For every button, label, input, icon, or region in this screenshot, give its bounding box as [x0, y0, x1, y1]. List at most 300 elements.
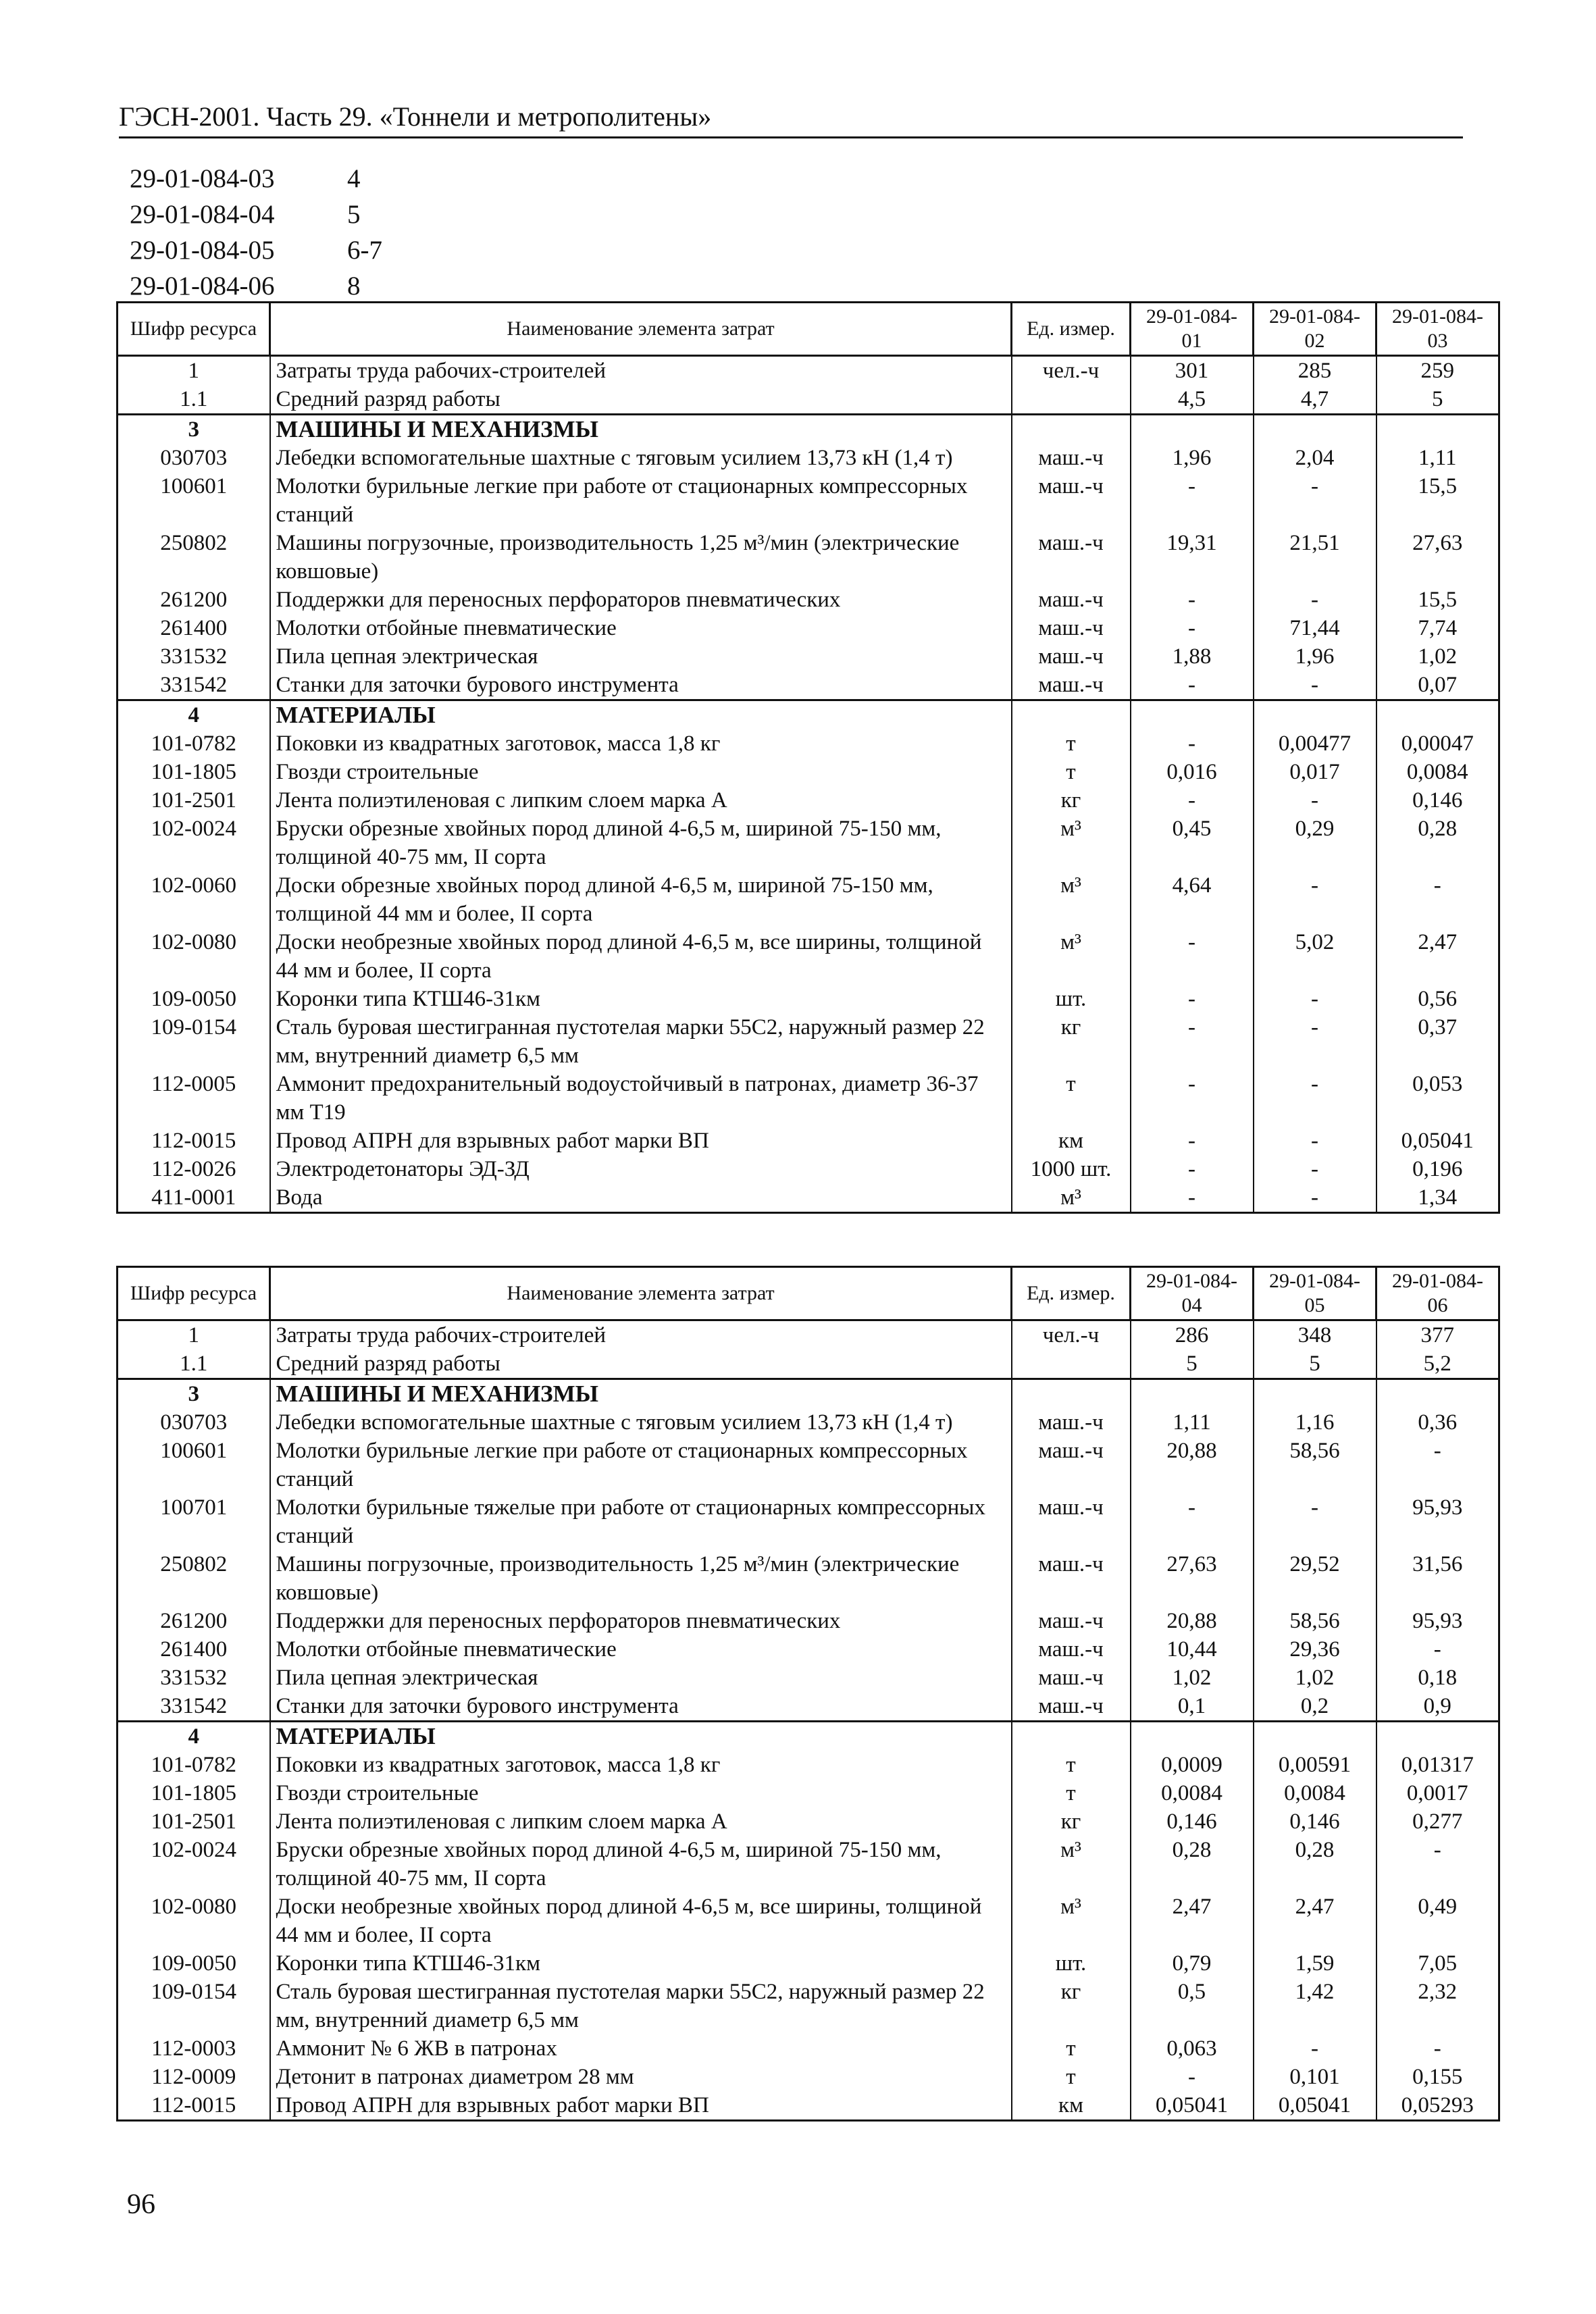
resource-unit: кг [1012, 1807, 1131, 1836]
resource-value: 0,28 [1254, 1836, 1376, 1893]
resource-value [1131, 700, 1254, 730]
resource-value: 0,00047 [1376, 729, 1499, 758]
resource-code: 331542 [118, 671, 270, 700]
resource-name: Поддержки для переносных перфораторов пневматических [270, 1607, 1012, 1635]
resource-value: 20,88 [1131, 1607, 1254, 1635]
resource-name: Гвозди строительные [270, 758, 1012, 786]
table-row [118, 1408, 1499, 1437]
resource-value [1376, 1722, 1499, 1751]
resource-value: 0,5 [1131, 1978, 1254, 2034]
resource-value: - [1254, 1070, 1376, 1127]
resource-value: 0,05041 [1131, 2091, 1254, 2121]
resource-unit: т [1012, 1751, 1131, 1779]
table-row [118, 356, 1499, 386]
resource-unit [1012, 700, 1131, 730]
resource-code: 331532 [118, 642, 270, 671]
resource-code: 100701 [118, 1493, 270, 1550]
resource-code: 250802 [118, 529, 270, 586]
code-note: 5 [347, 200, 361, 229]
resource-value: 1,11 [1376, 444, 1499, 472]
resource-value: 377 [1376, 1320, 1499, 1350]
resource-value: 1,96 [1254, 642, 1376, 671]
resource-code: 250802 [118, 1550, 270, 1607]
resource-value [1254, 415, 1376, 444]
table-row [118, 1070, 1499, 1127]
resource-value: 0,79 [1131, 1949, 1254, 1978]
resource-name: Коронки типа КТШ46-31км [270, 1949, 1012, 1978]
resource-code: 102-0080 [118, 1893, 270, 1949]
resource-value: 0,0017 [1376, 1779, 1499, 1807]
resource-name: Поковки из квадратных заготовок, масса 1,8 кг [270, 729, 1012, 758]
resource-unit: маш.-ч [1012, 671, 1131, 700]
resource-unit: т [1012, 729, 1131, 758]
resource-name: Бруски обрезные хвойных пород длиной 4-6,5 м, шириной 75-150 мм, толщиной 40-75 мм, II сорта [270, 815, 1012, 871]
table-row [118, 529, 1499, 586]
resource-value [1254, 1379, 1376, 1409]
resource-value: - [1376, 2034, 1499, 2063]
resource-value: 1,02 [1376, 642, 1499, 671]
resource-unit: м³ [1012, 871, 1131, 928]
resource-code: 030703 [118, 1408, 270, 1437]
resource-name: Доски необрезные хвойных пород длиной 4-6,5 м, все ширины, толщиной 44 мм и более, II сорта [270, 928, 1012, 985]
resource-value: 0,277 [1376, 1807, 1499, 1836]
resource-value: 0,146 [1254, 1807, 1376, 1836]
header-norm-code: 29-01-084-05 [1254, 1267, 1376, 1320]
table-row [118, 1949, 1499, 1978]
resource-unit: т [1012, 758, 1131, 786]
resource-value: 348 [1254, 1320, 1376, 1350]
resource-name: Вода [270, 1183, 1012, 1213]
resource-value: 1,16 [1254, 1408, 1376, 1437]
resource-name: Доски обрезные хвойных пород длиной 4-6,5 м, шириной 75-150 мм, толщиной 44 мм и более, II сорта [270, 871, 1012, 928]
resource-value: - [1131, 786, 1254, 815]
resource-name: Молотки отбойные пневматические [270, 1635, 1012, 1664]
resource-value: - [1131, 2063, 1254, 2091]
resource-value: 58,56 [1254, 1607, 1376, 1635]
resource-unit: маш.-ч [1012, 1550, 1131, 1607]
resource-name: Поддержки для переносных перфораторов пневматических [270, 586, 1012, 614]
resource-name: Станки для заточки бурового инструмента [270, 671, 1012, 700]
resource-value: 0,0084 [1254, 1779, 1376, 1807]
resource-name: Молотки отбойные пневматические [270, 614, 1012, 642]
resource-unit [1012, 1379, 1131, 1409]
resource-code: 261400 [118, 614, 270, 642]
resource-code: 112-0015 [118, 2091, 270, 2121]
resource-value: 58,56 [1254, 1437, 1376, 1493]
resource-value [1131, 415, 1254, 444]
resource-value [1254, 1722, 1376, 1751]
resource-value: - [1376, 1635, 1499, 1664]
resource-name: Лента полиэтиленовая с липким слоем марка А [270, 786, 1012, 815]
code-note: 4 [347, 164, 361, 193]
resource-unit: 1000 шт. [1012, 1155, 1131, 1183]
resource-unit: маш.-ч [1012, 1692, 1131, 1722]
resource-name: Бруски обрезные хвойных пород длиной 4-6,5 м, шириной 75-150 мм, толщиной 40-75 мм, II сорта [270, 1836, 1012, 1893]
code-note: 8 [347, 272, 361, 301]
resource-value: 0,01317 [1376, 1751, 1499, 1779]
resource-value: 20,88 [1131, 1437, 1254, 1493]
resource-name: Машины погрузочные, производительность 1,25 м³/мин (электрические ковшовые) [270, 1550, 1012, 1607]
resource-name: Станки для заточки бурового инструмента [270, 1692, 1012, 1722]
table-row [118, 871, 1499, 928]
table-row [118, 1751, 1499, 1779]
resource-value: - [1131, 1013, 1254, 1070]
resource-unit: т [1012, 1070, 1131, 1127]
table-row [118, 586, 1499, 614]
resource-unit: маш.-ч [1012, 444, 1131, 472]
resource-value: 1,96 [1131, 444, 1254, 472]
header-norm-code: 29-01-084-06 [1376, 1267, 1499, 1320]
resource-value: - [1131, 614, 1254, 642]
resource-unit: маш.-ч [1012, 1437, 1131, 1493]
table-row [118, 1437, 1499, 1493]
resource-value: 7,05 [1376, 1949, 1499, 1978]
resource-value: 0,07 [1376, 671, 1499, 700]
table-row [118, 1635, 1499, 1664]
resource-name: Гвозди строительные [270, 1779, 1012, 1807]
table-row [118, 1664, 1499, 1692]
header-code: Шифр ресурса [118, 1267, 270, 1320]
resource-code: 1.1 [118, 385, 270, 415]
resource-value [1131, 1379, 1254, 1409]
resource-value: 0,155 [1376, 2063, 1499, 2091]
resource-unit: т [1012, 1779, 1131, 1807]
resource-value: 5,2 [1376, 1349, 1499, 1379]
code-note: 6-7 [347, 236, 382, 265]
resource-value: 0,05041 [1254, 2091, 1376, 2121]
resource-value: 0,00591 [1254, 1751, 1376, 1779]
resource-value: 1,02 [1254, 1664, 1376, 1692]
resource-name: Пила цепная электрическая [270, 1664, 1012, 1692]
header-code: Шифр ресурса [118, 303, 270, 356]
resource-value: 0,05041 [1376, 1127, 1499, 1155]
section-row [118, 1722, 1499, 1751]
resource-value: 4,7 [1254, 385, 1376, 415]
resource-value: 27,63 [1131, 1550, 1254, 1607]
resource-value: 4,64 [1131, 871, 1254, 928]
resource-value: - [1254, 985, 1376, 1013]
resource-value: 21,51 [1254, 529, 1376, 586]
resource-value: 31,56 [1376, 1550, 1499, 1607]
table-row [118, 1692, 1499, 1722]
resource-value [1376, 1379, 1499, 1409]
resource-unit: маш.-ч [1012, 529, 1131, 586]
table-row [118, 1013, 1499, 1070]
resource-code: 3 [118, 415, 270, 444]
resource-value: - [1254, 1155, 1376, 1183]
table-row [118, 385, 1499, 415]
resource-name: Лента полиэтиленовая с липким слоем марка А [270, 1807, 1012, 1836]
resource-value: 15,5 [1376, 472, 1499, 529]
resource-value: 2,32 [1376, 1978, 1499, 2034]
resource-value: - [1254, 2034, 1376, 2063]
resource-code: 3 [118, 1379, 270, 1409]
resource-code: 112-0009 [118, 2063, 270, 2091]
resource-value: 0,9 [1376, 1692, 1499, 1722]
resource-value: 259 [1376, 356, 1499, 386]
resource-value: - [1131, 1127, 1254, 1155]
resource-unit: м³ [1012, 1183, 1131, 1213]
resource-value: 0,49 [1376, 1893, 1499, 1949]
resource-name: Машины погрузочные, производительность 1,25 м³/мин (электрические ковшовые) [270, 529, 1012, 586]
resource-name: Провод АПРН для взрывных работ марки ВП [270, 2091, 1012, 2121]
resource-value: 0,00477 [1254, 729, 1376, 758]
resource-code: 101-2501 [118, 1807, 270, 1836]
resource-value: 0,101 [1254, 2063, 1376, 2091]
resource-value: 285 [1254, 356, 1376, 386]
resource-code: 101-0782 [118, 1751, 270, 1779]
resource-value: 0,063 [1131, 2034, 1254, 2063]
section-row [118, 700, 1499, 730]
table-row [118, 1493, 1499, 1550]
resource-value: 5,02 [1254, 928, 1376, 985]
resource-name: Провод АПРН для взрывных работ марки ВП [270, 1127, 1012, 1155]
resource-value: - [1254, 1013, 1376, 1070]
resource-value: - [1254, 1493, 1376, 1550]
resource-code: 101-1805 [118, 758, 270, 786]
resource-code: 102-0024 [118, 1836, 270, 1893]
resource-value: - [1131, 472, 1254, 529]
resource-code: 1 [118, 356, 270, 386]
resource-value: 0,28 [1131, 1836, 1254, 1893]
table-row [118, 2063, 1499, 2091]
resource-name: МАТЕРИАЛЫ [270, 1722, 1012, 1751]
resource-value: - [1131, 1493, 1254, 1550]
table-row [118, 1183, 1499, 1213]
resource-value: - [1131, 985, 1254, 1013]
resource-value: 0,016 [1131, 758, 1254, 786]
resource-name: Сталь буровая шестигранная пустотелая марки 55С2, наружный размер 22 мм, внутренний диаметр 6,5 мм [270, 1978, 1012, 2034]
resource-name: Детонит в патронах диаметром 28 мм [270, 2063, 1012, 2091]
resource-code: 030703 [118, 444, 270, 472]
table-row [118, 1807, 1499, 1836]
resource-unit: м³ [1012, 1836, 1131, 1893]
resource-value: - [1131, 1155, 1254, 1183]
table-row [118, 928, 1499, 985]
code-list-item [130, 268, 382, 304]
resource-value: 4,5 [1131, 385, 1254, 415]
resource-code: 109-0050 [118, 985, 270, 1013]
resource-name: Электродетонаторы ЭД-ЗД [270, 1155, 1012, 1183]
table-row [118, 1320, 1499, 1350]
resource-name: Поковки из квадратных заготовок, масса 1,8 кг [270, 1751, 1012, 1779]
header-unit: Ед. измер. [1012, 303, 1131, 356]
resource-unit: км [1012, 2091, 1131, 2121]
resource-value: 0,0084 [1376, 758, 1499, 786]
code-list-item [130, 232, 382, 268]
resource-name: Затраты труда рабочих-строителей [270, 1320, 1012, 1350]
resource-value: 0,0084 [1131, 1779, 1254, 1807]
resource-value: 0,36 [1376, 1408, 1499, 1437]
resource-unit: маш.-ч [1012, 642, 1131, 671]
table-row [118, 1349, 1499, 1379]
code-list-item [130, 197, 382, 232]
resource-unit [1012, 415, 1131, 444]
resource-value: - [1131, 586, 1254, 614]
resource-table-2 [116, 1266, 1500, 2122]
resource-unit: чел.-ч [1012, 356, 1131, 386]
table-row [118, 2091, 1499, 2121]
resource-unit: маш.-ч [1012, 586, 1131, 614]
code-list-item [130, 161, 382, 197]
resource-unit [1012, 385, 1131, 415]
resource-unit [1012, 1349, 1131, 1379]
resource-value: 0,05293 [1376, 2091, 1499, 2121]
resource-value: - [1131, 928, 1254, 985]
resource-code: 4 [118, 1722, 270, 1751]
resource-unit: кг [1012, 1978, 1131, 2034]
resource-value: 0,0009 [1131, 1751, 1254, 1779]
table-row [118, 1893, 1499, 1949]
resource-value: 0,56 [1376, 985, 1499, 1013]
resource-value: 10,44 [1131, 1635, 1254, 1664]
resource-value: 29,36 [1254, 1635, 1376, 1664]
resource-code: 261200 [118, 1607, 270, 1635]
resource-value: - [1254, 786, 1376, 815]
resource-code: 102-0060 [118, 871, 270, 928]
resource-value: 15,5 [1376, 586, 1499, 614]
resource-value: - [1376, 871, 1499, 928]
resource-value: 0,2 [1254, 1692, 1376, 1722]
resource-value: 71,44 [1254, 614, 1376, 642]
section-row [118, 1379, 1499, 1409]
resource-name: МАШИНЫ И МЕХАНИЗМЫ [270, 1379, 1012, 1409]
resource-value [1254, 700, 1376, 730]
resource-value: 5 [1376, 385, 1499, 415]
resource-value: - [1254, 472, 1376, 529]
resource-unit: маш.-ч [1012, 472, 1131, 529]
resource-code: 331532 [118, 1664, 270, 1692]
resource-name: МАШИНЫ И МЕХАНИЗМЫ [270, 415, 1012, 444]
resource-unit: т [1012, 2034, 1131, 2063]
resource-name: Средний разряд работы [270, 385, 1012, 415]
header-norm-code: 29-01-084-04 [1131, 1267, 1254, 1320]
resource-unit: маш.-ч [1012, 1493, 1131, 1550]
resource-code: 112-0015 [118, 1127, 270, 1155]
resource-code: 109-0050 [118, 1949, 270, 1978]
resource-code: 411-0001 [118, 1183, 270, 1213]
resource-code: 261400 [118, 1635, 270, 1664]
header-norm-code: 29-01-084-03 [1376, 303, 1499, 356]
resource-table-1 [116, 301, 1500, 1214]
resource-value: 0,1 [1131, 1692, 1254, 1722]
resource-value: 0,146 [1131, 1807, 1254, 1836]
code-list [130, 161, 382, 304]
resource-value: 1,02 [1131, 1664, 1254, 1692]
resource-code: 1 [118, 1320, 270, 1350]
resource-value: 2,47 [1254, 1893, 1376, 1949]
resource-value: 95,93 [1376, 1493, 1499, 1550]
resource-value [1376, 415, 1499, 444]
resource-value: 95,93 [1376, 1607, 1499, 1635]
resource-value: 0,29 [1254, 815, 1376, 871]
resource-unit: шт. [1012, 1949, 1131, 1978]
resource-value: 0,017 [1254, 758, 1376, 786]
resource-code: 1.1 [118, 1349, 270, 1379]
resource-value: 0,37 [1376, 1013, 1499, 1070]
resource-name: Затраты труда рабочих-строителей [270, 356, 1012, 386]
resource-code: 112-0005 [118, 1070, 270, 1127]
resource-value: 1,59 [1254, 1949, 1376, 1978]
header-name: Наименование элемента затрат [270, 303, 1012, 356]
resource-name: Аммонит № 6 ЖВ в патронах [270, 2034, 1012, 2063]
table-row [118, 1978, 1499, 2034]
resource-value: 2,04 [1254, 444, 1376, 472]
resource-unit: маш.-ч [1012, 614, 1131, 642]
table-row [118, 786, 1499, 815]
resource-value: 1,88 [1131, 642, 1254, 671]
resource-value: 286 [1131, 1320, 1254, 1350]
resource-value: 0,45 [1131, 815, 1254, 871]
table-row [118, 642, 1499, 671]
resource-code: 261200 [118, 586, 270, 614]
resource-name: Пила цепная электрическая [270, 642, 1012, 671]
resource-code: 100601 [118, 472, 270, 529]
table-row [118, 1779, 1499, 1807]
header-norm-code: 29-01-084-01 [1131, 303, 1254, 356]
resource-value: 0,146 [1376, 786, 1499, 815]
table-row [118, 985, 1499, 1013]
resource-unit: кг [1012, 1013, 1131, 1070]
resource-code: 101-2501 [118, 786, 270, 815]
resource-name: Молотки бурильные легкие при работе от стационарных компрессорных станций [270, 1437, 1012, 1493]
code-value: 29-01-084-03 [130, 164, 275, 193]
resource-code: 101-1805 [118, 1779, 270, 1807]
table-row [118, 815, 1499, 871]
table-header-row [118, 1267, 1499, 1320]
resource-value: - [1254, 1127, 1376, 1155]
resource-code: 331542 [118, 1692, 270, 1722]
resource-code: 100601 [118, 1437, 270, 1493]
resource-name: Лебедки вспомогательные шахтные с тяговым усилием 13,73 кН (1,4 т) [270, 444, 1012, 472]
resource-value: 1,11 [1131, 1408, 1254, 1437]
resource-unit: м³ [1012, 928, 1131, 985]
resource-value: - [1131, 671, 1254, 700]
header-unit: Ед. измер. [1012, 1267, 1131, 1320]
resource-unit: маш.-ч [1012, 1408, 1131, 1437]
resource-value: 1,34 [1376, 1183, 1499, 1213]
resource-code: 102-0080 [118, 928, 270, 985]
resource-unit: маш.-ч [1012, 1664, 1131, 1692]
resource-name: Аммонит предохранительный водоустойчивый в патронах, диаметр 36-37 мм Т19 [270, 1070, 1012, 1127]
resource-value: - [1376, 1437, 1499, 1493]
table-row [118, 444, 1499, 472]
resource-name: Молотки бурильные легкие при работе от стационарных компрессорных станций [270, 472, 1012, 529]
resource-value: - [1131, 1183, 1254, 1213]
resource-name: Молотки бурильные тяжелые при работе от стационарных компрессорных станций [270, 1493, 1012, 1550]
resource-name: Сталь буровая шестигранная пустотелая марки 55С2, наружный размер 22 мм, внутренний диаметр 6,5 мм [270, 1013, 1012, 1070]
resource-name: Доски необрезные хвойных пород длиной 4-6,5 м, все ширины, толщиной 44 мм и более, II сорта [270, 1893, 1012, 1949]
header-norm-code: 29-01-084-02 [1254, 303, 1376, 356]
resource-value: 5 [1131, 1349, 1254, 1379]
resource-value: 301 [1131, 356, 1254, 386]
resource-value [1131, 1722, 1254, 1751]
resource-unit: км [1012, 1127, 1131, 1155]
resource-value: - [1254, 1183, 1376, 1213]
resource-value: - [1254, 671, 1376, 700]
resource-value: - [1131, 729, 1254, 758]
resource-value: 0,18 [1376, 1664, 1499, 1692]
resource-value: 5 [1254, 1349, 1376, 1379]
resource-value: 27,63 [1376, 529, 1499, 586]
resource-value: 19,31 [1131, 529, 1254, 586]
resource-name: Лебедки вспомогательные шахтные с тяговым усилием 13,73 кН (1,4 т) [270, 1408, 1012, 1437]
resource-unit: шт. [1012, 985, 1131, 1013]
resource-value: 0,053 [1376, 1070, 1499, 1127]
resource-code: 109-0154 [118, 1013, 270, 1070]
resource-unit [1012, 1722, 1131, 1751]
resource-name: Коронки типа КТШ46-31км [270, 985, 1012, 1013]
